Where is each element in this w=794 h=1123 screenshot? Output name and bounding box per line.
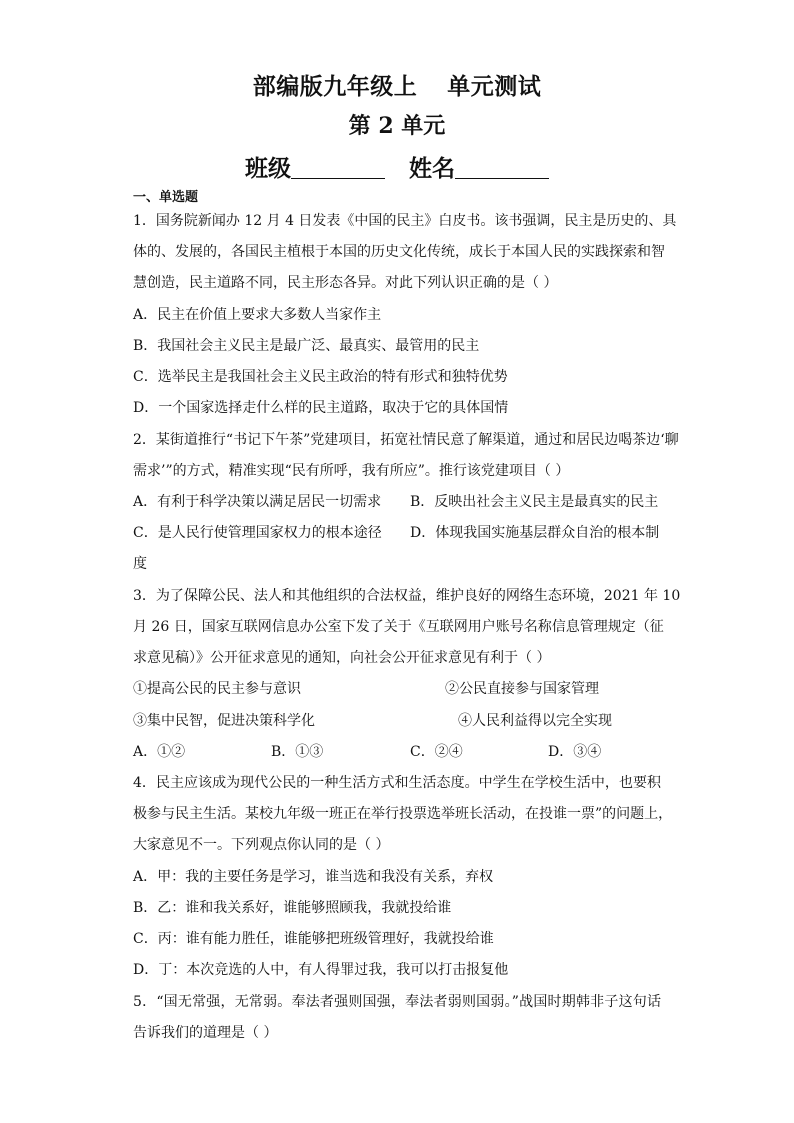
name-blank[interactable]: [455, 156, 549, 179]
q4-option-b: B．乙：谁和我关系好，谁能够照顾我，我就投给谁: [133, 900, 452, 916]
unit-title: 第 2 单元: [348, 113, 446, 139]
q4-stem-line3: 大家意见不一。下列观点你认同的是（ ）: [133, 837, 390, 853]
class-label: 班级: [245, 155, 291, 182]
q2-stem-line1: 2．某街道推行“书记下午茶”党建项目，拓宽社情民意了解渠道，通过和居民边喝茶边‘聊: [133, 432, 679, 448]
q1-stem-line2: 体的、发展的，各国民主植根于本国的历史文化传统，成长于本国人民的实践探索和智: [133, 244, 665, 260]
q2-option-d: D．体现我国实施基层群众自治的根本制: [410, 525, 660, 541]
q4-option-c: C．丙：谁有能力胜任，谁能够把班级管理好，我就投给谁: [133, 931, 494, 947]
title-grade: 部编版九年级上: [252, 73, 418, 100]
section-heading: 一、单选题: [133, 190, 199, 205]
q2-option-d-continued: 度: [133, 556, 147, 572]
q3-choice-b: B．①③: [271, 744, 324, 760]
q3-item-4: ④人民利益得以完全实现: [458, 713, 612, 729]
q3-stem-line1: 3．为了保障公民、法人和其他组织的合法权益，维护良好的网络生态环境，2021 年 10: [133, 588, 681, 604]
q1-option-b: B．我国社会主义民主是最广泛、最真实、最管用的民主: [133, 338, 480, 354]
q3-item-1: ①提高公民的民主参与意识: [133, 681, 301, 697]
q4-stem-line1: 4．民主应该成为现代公民的一种生活方式和生活态度。中学生在学校生活中，也要积: [133, 775, 661, 791]
q1-option-a: A．民主在价值上要求大多数人当家作主: [133, 307, 382, 323]
q1-option-d: D．一个国家选择走什么样的民主道路，取决于它的具体国情: [133, 400, 509, 416]
q3-choice-c: C．②④: [410, 744, 463, 760]
q2-stem-line2: 需求’”的方式，精准实现“民有所呼，我有所应”。推行该党建项目（ ）: [133, 463, 570, 479]
q3-choice-d: D．③④: [548, 744, 602, 760]
q3-item-3: ③集中民智，促进决策科学化: [133, 713, 315, 729]
q3-stem-line2: 月 26 日，国家互联网信息办公室下发了关于《互联网用户账号名称信息管理规定（征: [133, 619, 664, 635]
q1-stem-line1: 1．国务院新闻办 12 月 4 日发表《中国的民主》白皮书。该书强调，民主是历史的、具: [133, 213, 677, 229]
q3-choice-a: A．①②: [133, 744, 186, 760]
q4-stem-line2: 极参与民主生活。某校九年级一班正在举行投票选举班长活动，在投谁一票”的问题上，: [133, 806, 673, 822]
q1-option-c: C．选举民主是我国社会主义民主政治的特有形式和独特优势: [133, 369, 508, 385]
q1-stem-line3: 慧创造，民主道路不同，民主形态各异。对此下列认识正确的是（ ）: [133, 275, 558, 291]
q2-option-a: A．有利于科学决策以满足居民一切需求: [133, 494, 382, 510]
name-label: 姓名: [409, 155, 455, 182]
document-title: [0, 68, 794, 101]
q4-option-a: A．甲：我的主要任务是学习，谁当选和我没有关系，弃权: [133, 869, 494, 885]
q3-item-2: ②公民直接参与国家管理: [445, 681, 599, 697]
class-blank[interactable]: [291, 156, 385, 179]
q5-stem-line1: 5．“国无常强，无常弱。奉法者强则国强，奉法者弱则国弱。”战国时期韩非子这句话: [133, 994, 661, 1010]
q3-stem-line3: 求意见稿）》公开征求意见的通知，向社会公开征求意见有利于（ ）: [133, 650, 551, 666]
q5-stem-line2: 告诉我们的道理是（ ）: [133, 1025, 278, 1041]
q2-option-b: B．反映出社会主义民主是最真实的民主: [410, 494, 659, 510]
student-info: [0, 150, 794, 183]
title-test: 单元测试: [447, 73, 542, 100]
q4-option-d: D．丁：本次竞选的人中，有人得罪过我，我可以打击报复他: [133, 962, 509, 978]
q2-option-c: C．是人民行使管理国家权力的根本途径: [133, 525, 382, 541]
